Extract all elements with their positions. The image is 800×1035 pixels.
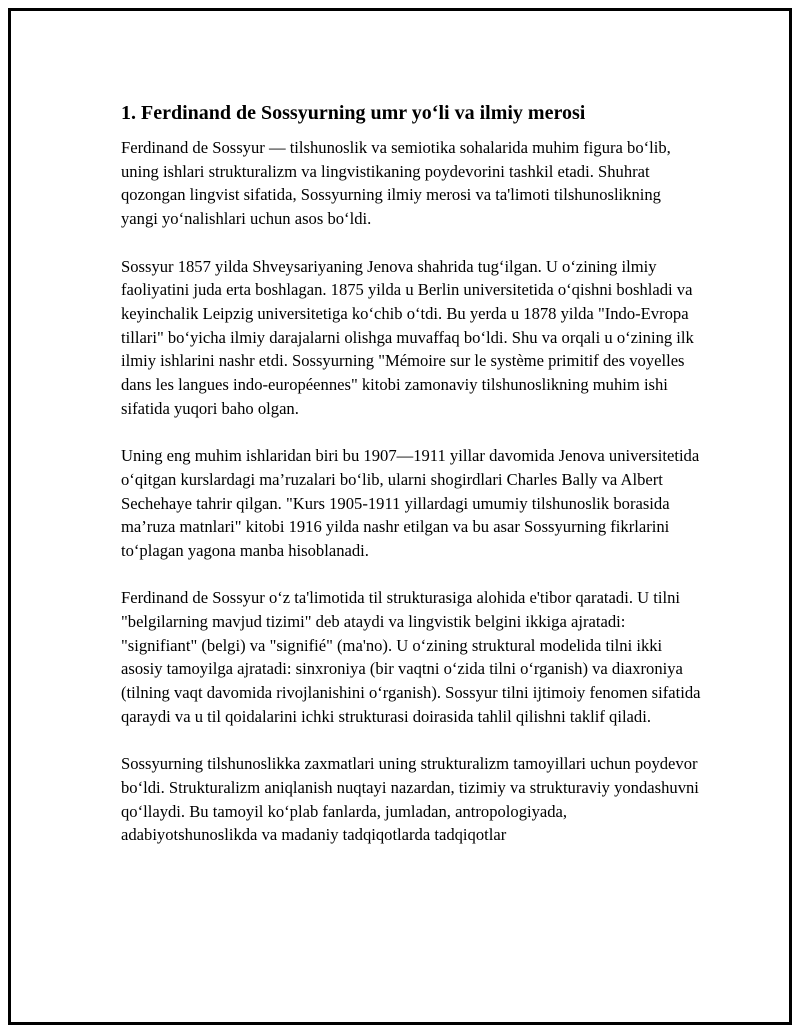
paragraph-lectures: Uning eng muhim ishlaridan biri bu 1907—1911 yillar davomida Jenova universitetida o‘qitgan kurslardagi ma’ruzalari bo‘lib, ularni shogirdlari Charles Bally va Albert Sechehaye tahrir qilgan. "Kurs 1905-1911 yillardagi umumiy tilshunoslik borasida ma’ruza matnlari" kitobi 1916 yilda nashr etilgan va bu asar Sossyurning fikrlarini to‘plagan yagona manba hisoblanadi. — [121, 446, 700, 560]
section-heading: 1. Ferdinand de Sossyurning umr yo‘li va ilmiy merosi — [121, 102, 586, 124]
paragraph-legacy: Sossyurning tilshunoslikka zaxmatlari uning strukturalizm tamoyillari uchun poydevor bo‘ldi. Strukturalizm aniqlanish nuqtayi nazardan, tizimiy va strukturaviy yondashuvni qo‘llaydi. Bu tamoyil ko‘plab fanlarda, jumladan, antropologiyada, adabiyotshunoslikda va madaniy tadqiqotlarda tadqiqotlar — [121, 754, 699, 845]
paragraph-biography: Sossyur 1857 yilda Shveysariyaning Jenova shahrida tug‘ilgan. U o‘zining ilmiy faoliyatini juda erta boshlagan. 1875 yilda u Berlin universitetida o‘qishni boshladi va keyinchalik Leipzig universitetiga ko‘chib o‘tdi. Bu yerda u 1878 yilda "Indo-Evropa tillari" bo‘yicha ilmiy darajalarni olishga muvaffaq bo‘ldi. Shu va orqali u o‘zining ilk ilmiy ishlarini nashr etdi. Sossyurning "Mémoire sur le système primitif des voyelles dans les langues indo-européennes" kitobi zamonaviy tilshunoslikning muhim ishi sifatida yuqori baho olgan. — [121, 256, 694, 418]
page-frame — [8, 8, 792, 1025]
paragraph-intro: Ferdinand de Sossyur — tilshunoslik va semiotika sohalarida muhim figura bo‘lib, uning ishlari strukturalizm va lingvistikaning poydevorini tashkil etadi. Shuhrat qozongan lingvist sifatida, Sossyurning ilmiy merosi va ta'limoti tilshunoslikning yangi yo‘nalishlari uchun asos bo‘ldi. — [121, 138, 671, 229]
paragraph-theory: Ferdinand de Sossyur o‘z ta'limotida til strukturasiga alohida e'tibor qaratadi. U tilni "belgilarning mavjud tizimi" deb ataydi va lingvistik belgini ikkiga ajratadi: "signifiant" (belgi) va "signifié" (ma'no). U o‘zining struktural modelida tilni ikki asosiy tamoyilga ajratadi: sinxroniya (bir vaqtni o‘zida tilni o‘rganish) va diaxroniya (tilning vaqt davomida rivojlanishini o‘rganish). Sossyur tilni ijtimoiy fenomen sifatida qaraydi va u til qoidalarini ichki strukturasi doirasida tahlil qilishni taklif qiladi. — [121, 588, 701, 726]
document-body — [121, 101, 701, 871]
